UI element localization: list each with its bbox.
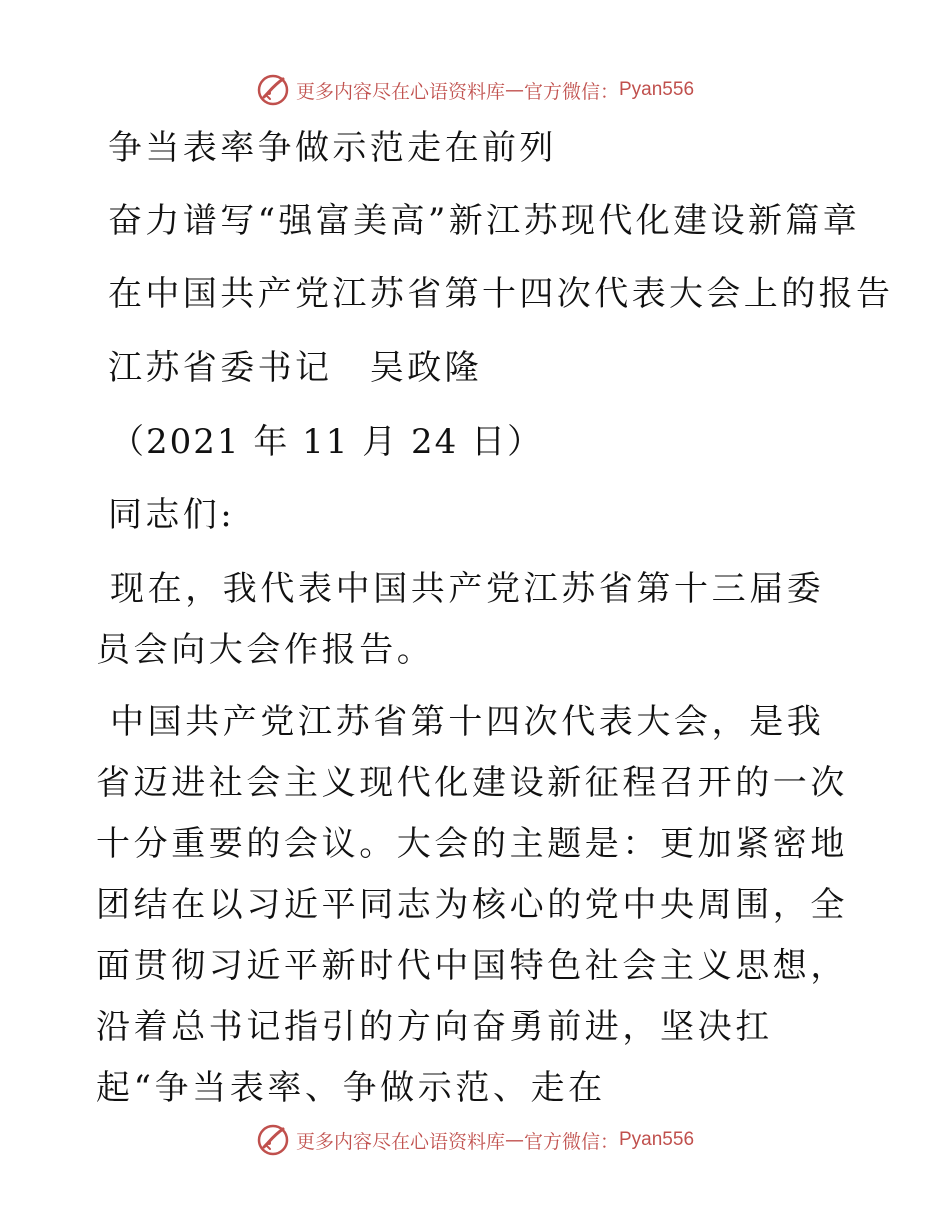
document-title-line-2: 奋力谱写“强富美高”新江苏现代化建设新篇章 bbox=[108, 201, 861, 241]
watermark-official-label: 官方微信： bbox=[523, 80, 619, 103]
watermark-wechat-id: Pyan556 bbox=[619, 1129, 695, 1150]
watermark-separator: — bbox=[504, 1129, 524, 1151]
paragraph-2 bbox=[96, 692, 856, 1119]
document-title-line-3: 在中国共产党江苏省第十四次代表大会上的报告 bbox=[108, 274, 894, 314]
watermark-separator: — bbox=[504, 79, 524, 101]
watermark-official-label: 官方微信： bbox=[523, 1130, 619, 1153]
watermark-text: 更多内容尽在心语资料库 bbox=[295, 1130, 505, 1153]
document-date: （2021 年 11 月 24 日） bbox=[110, 422, 544, 462]
paragraph-1-text: 现在，我代表中国共产党江苏省第十三届委员会向大会作报告。 bbox=[96, 569, 825, 670]
pen-logo-icon bbox=[256, 73, 290, 107]
watermark-text: 更多内容尽在心语资料库 bbox=[295, 80, 505, 103]
document-salutation: 同志们: bbox=[108, 495, 236, 535]
paragraph-2-text: 中国共产党江苏省第十四次代表大会，是我省迈进社会主义现代化建设新征程召开的一次十分重要的会议。大会的主题是：更加紧密地团结在以习近平同志为核心的党中央周围，全面贯彻习近平新时代中国特色社会主义思想，沿着总书记指引的方向奋勇前进，坚决扛起“争当表率、争做示范、走在 bbox=[96, 702, 848, 1108]
document-author: 江苏省委书记 吴政隆 bbox=[108, 348, 482, 388]
header-watermark-banner bbox=[0, 70, 950, 110]
watermark-wechat-id: Pyan556 bbox=[619, 79, 695, 100]
paragraph-1 bbox=[96, 559, 856, 681]
document-title-line-1: 争当表率争做示范走在前列 bbox=[108, 128, 557, 168]
pen-logo-icon bbox=[256, 1123, 290, 1157]
footer-watermark-banner bbox=[0, 1120, 950, 1160]
